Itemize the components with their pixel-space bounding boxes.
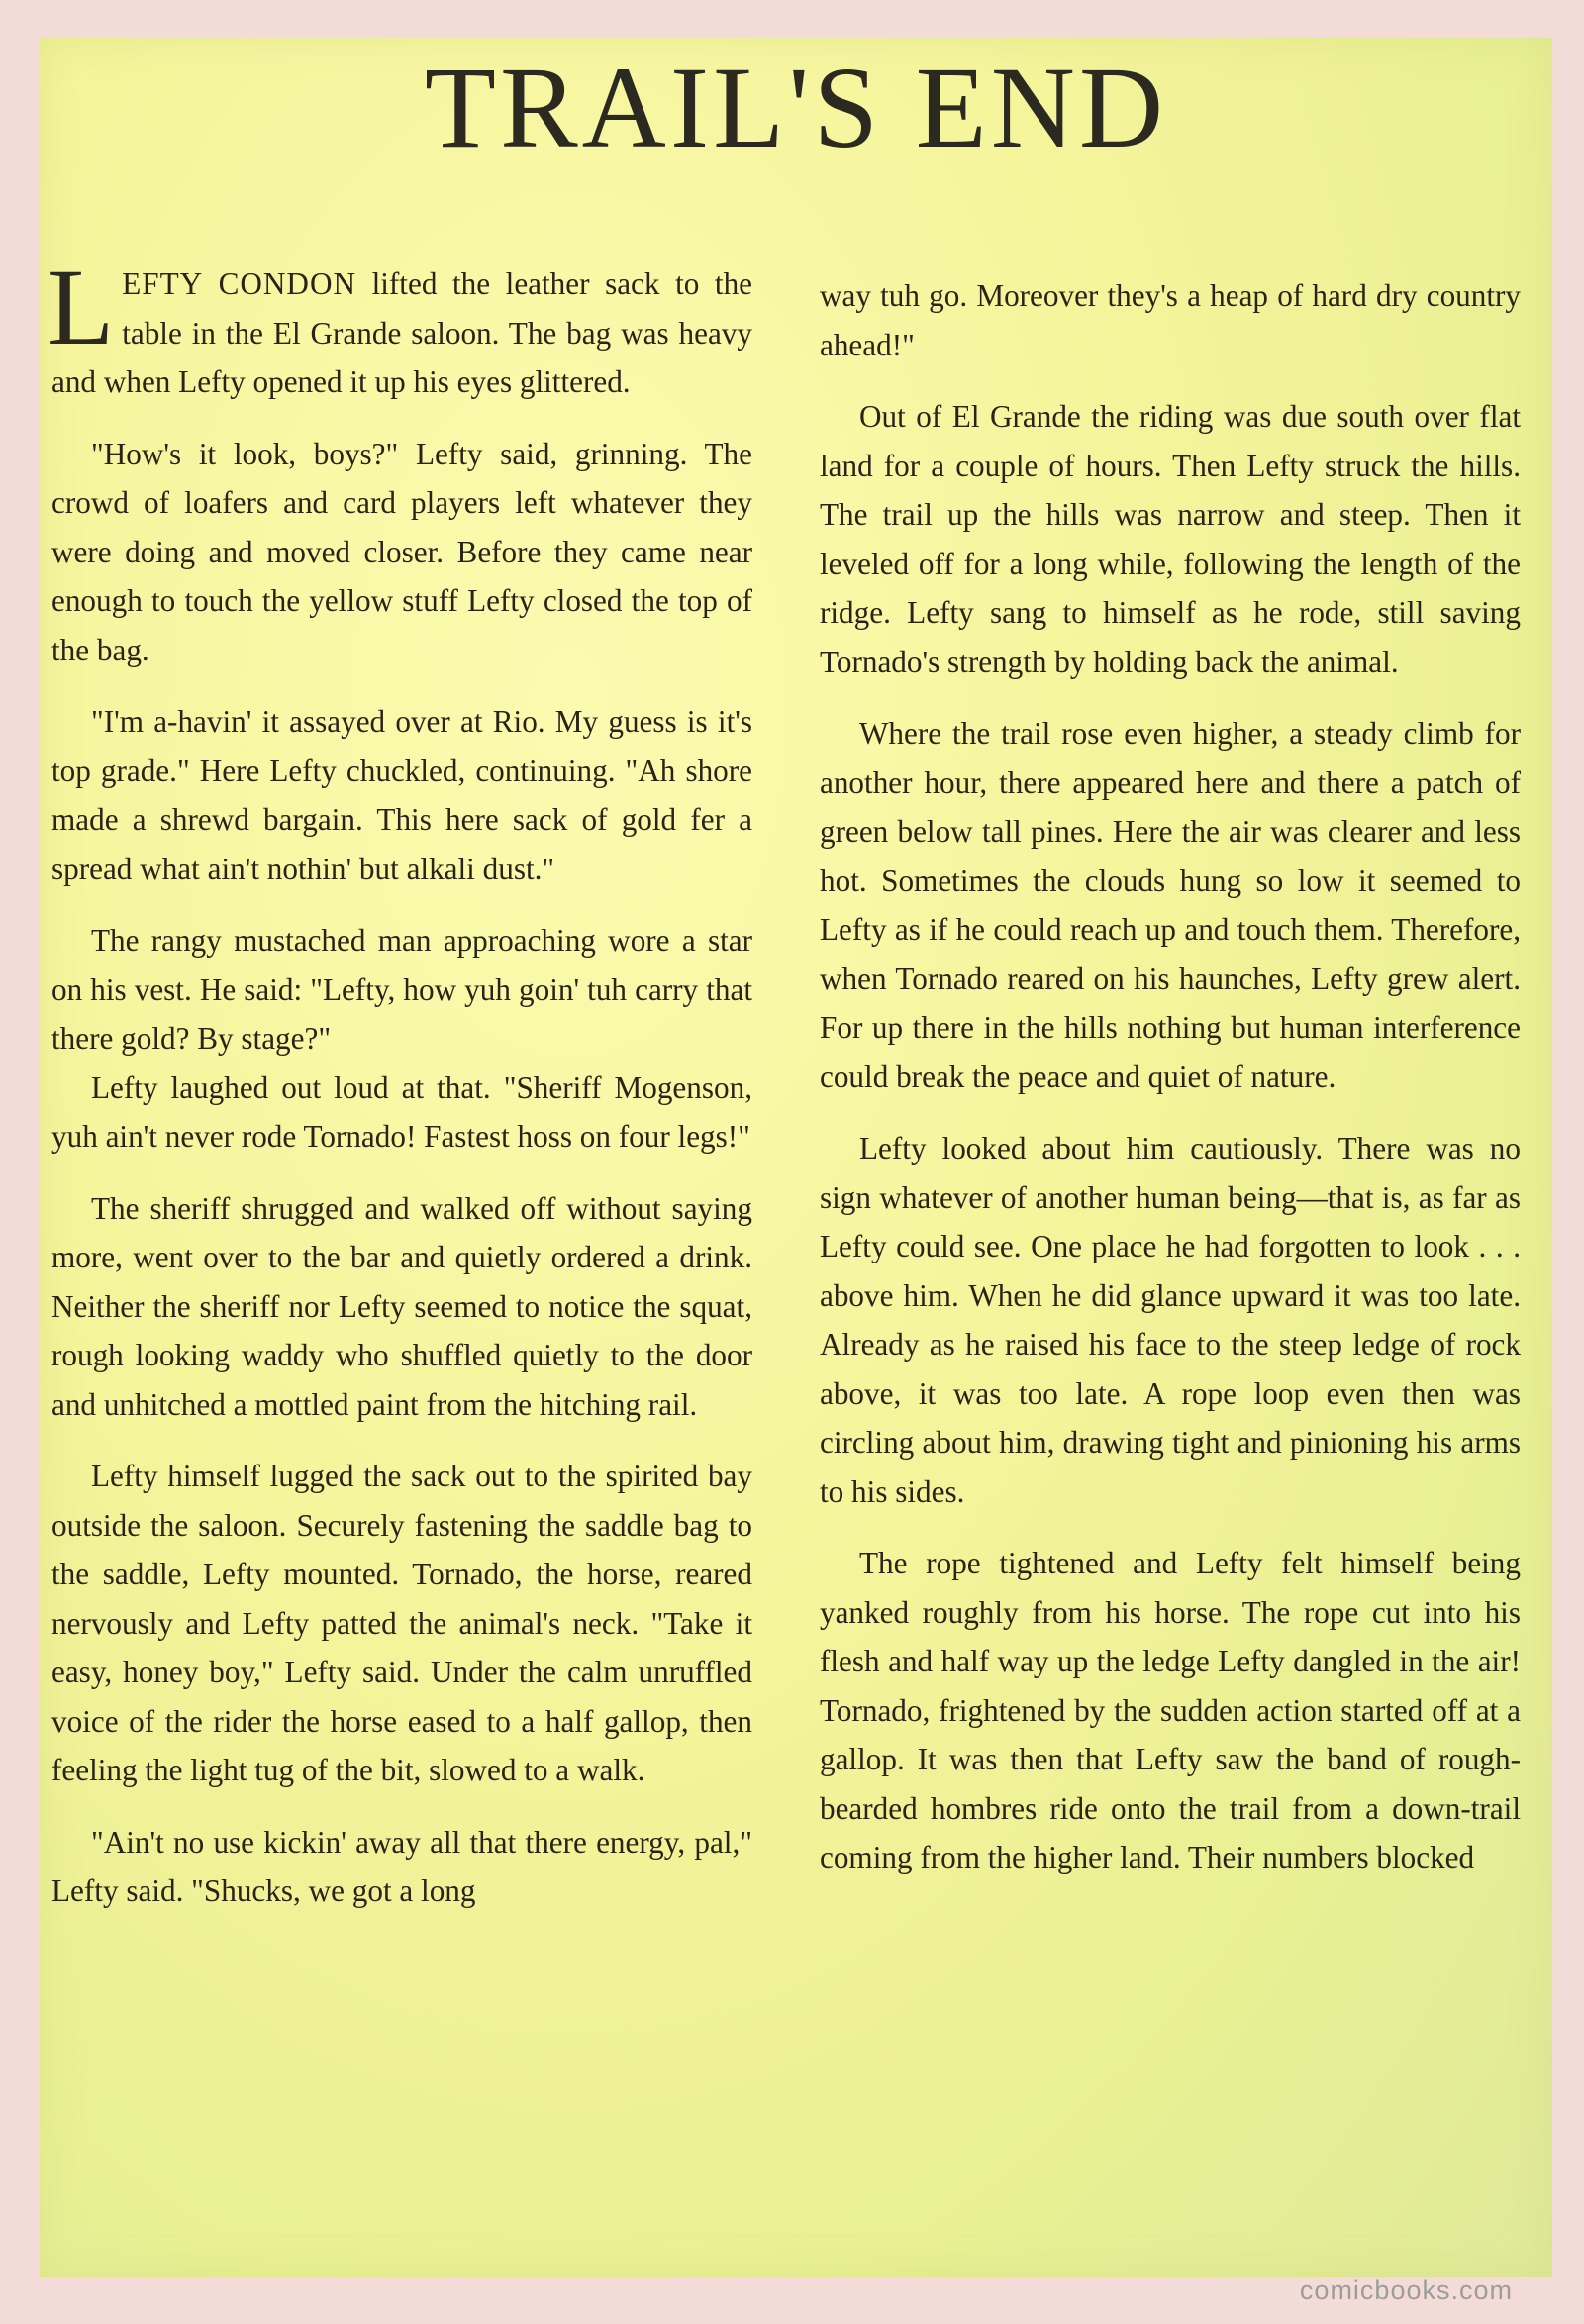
left-column	[48, 247, 753, 1939]
paragraph-text: lifted the leather sack to the table in the El Grande saloon. The bag was heavy and when Lefty opened it up his eyes glittered.	[51, 266, 753, 399]
watermark: comicbooks.com	[1299, 2275, 1513, 2305]
story-page	[40, 38, 1552, 2277]
paragraph: The sheriff shrugged and walked off without saying more, went over to the bar and quietly ordered a drink. Neither the sheriff nor Lefty seemed to notice the squat, rough looking waddy who shuffled quietly to the door and unhitched a mottled paint from the hitching rail.	[51, 1190, 752, 1422]
paragraph	[48, 247, 753, 407]
paragraph: Lefty laughed out loud at that. "Sheriff Mogenson, yuh ain't never rode Tornado! Fastest hoss on four legs!"	[51, 1069, 752, 1154]
paragraph: Where the trail rose even higher, a steady climb for another hour, there appeared here and there a patch of green below tall pines. Here the air was clearer and less hot. Sometimes the clouds hung so low it seemed to Lefty as if he could reach up and touch them. Therefore, when Tornado reared on his haunches, Lefty grew alert. For up there in the hills nothing but human interference could break the peace and quiet of nature.	[820, 716, 1521, 1094]
paragraph: Out of El Grande the riding was due south over flat land for a couple of hours. Then Lefty struck the hills. The trail up the hills was narrow and steep. Then it leveled off for a long while, following the length of the ridge. Lefty sang to himself as he rode, still saving Tornado's strength by holding back the animal.	[820, 399, 1521, 679]
paragraph: "I'm a-havin' it assayed over at Rio. My guess is it's top grade." Here Lefty chuckled, continuing. "Ah shore made a shrewd bargain. This here sack of gold fer a spread what ain't nothin' but alkali dust."	[51, 704, 752, 886]
right-column	[820, 271, 1521, 1905]
drop-cap: L	[48, 247, 115, 367]
story-title: TRAIL'S END	[424, 43, 1168, 172]
paragraph: "Ain't no use kickin' away all that there energy, pal," Lefty said. "Shucks, we got a long	[51, 1824, 752, 1908]
paragraph: Lefty looked about him cautiously. There was no sign whatever of another human being—that is, as far as Lefty could see. One place he had forgotten to look . . . above him. When he did glance upward it was too late. Already as he raised his face to the steep ledge of rock above, it was too late. A rope loop even then was circling about him, drawing tight and pinioning his arms to his sides.	[820, 1131, 1521, 1509]
lead-in: EFTY CONDON	[122, 266, 357, 301]
paragraph: "How's it look, boys?" Lefty said, grinning. The crowd of loafers and card players left whatever they were doing and moved closer. Before they came near enough to touch the yellow stuff Lefty closed the top of the bag.	[51, 436, 752, 667]
paragraph: The rope tightened and Lefty felt himself being yanked roughly from his horse. The rope cut into his flesh and half way up the ledge Lefty dangled in the air! Tornado, frightened by the sudden action started off at a gallop. It was then that Lefty saw the band of rough-bearded hombres ride onto the trail from a down-trail coming from the higher land. Their numbers blocked	[820, 1546, 1521, 1874]
paragraph: Lefty himself lugged the sack out to the spirited bay outside the saloon. Securely fastening the saddle bag to the saddle, Lefty mounted. Tornado, the horse, reared nervously and Lefty patted the animal's neck. "Take it easy, honey boy," Lefty said. Under the calm unruffled voice of the rider the horse eased to a half gallop, then feeling the light tug of the bit, slowed to a walk.	[51, 1459, 752, 1787]
paragraph: The rangy mustached man approaching wore a star on his vest. He said: "Lefty, how yuh goin' tuh carry that there gold? By stage?"	[51, 923, 752, 1056]
paragraph: way tuh go. Moreover they's a heap of hard dry country ahead!"	[820, 278, 1521, 362]
